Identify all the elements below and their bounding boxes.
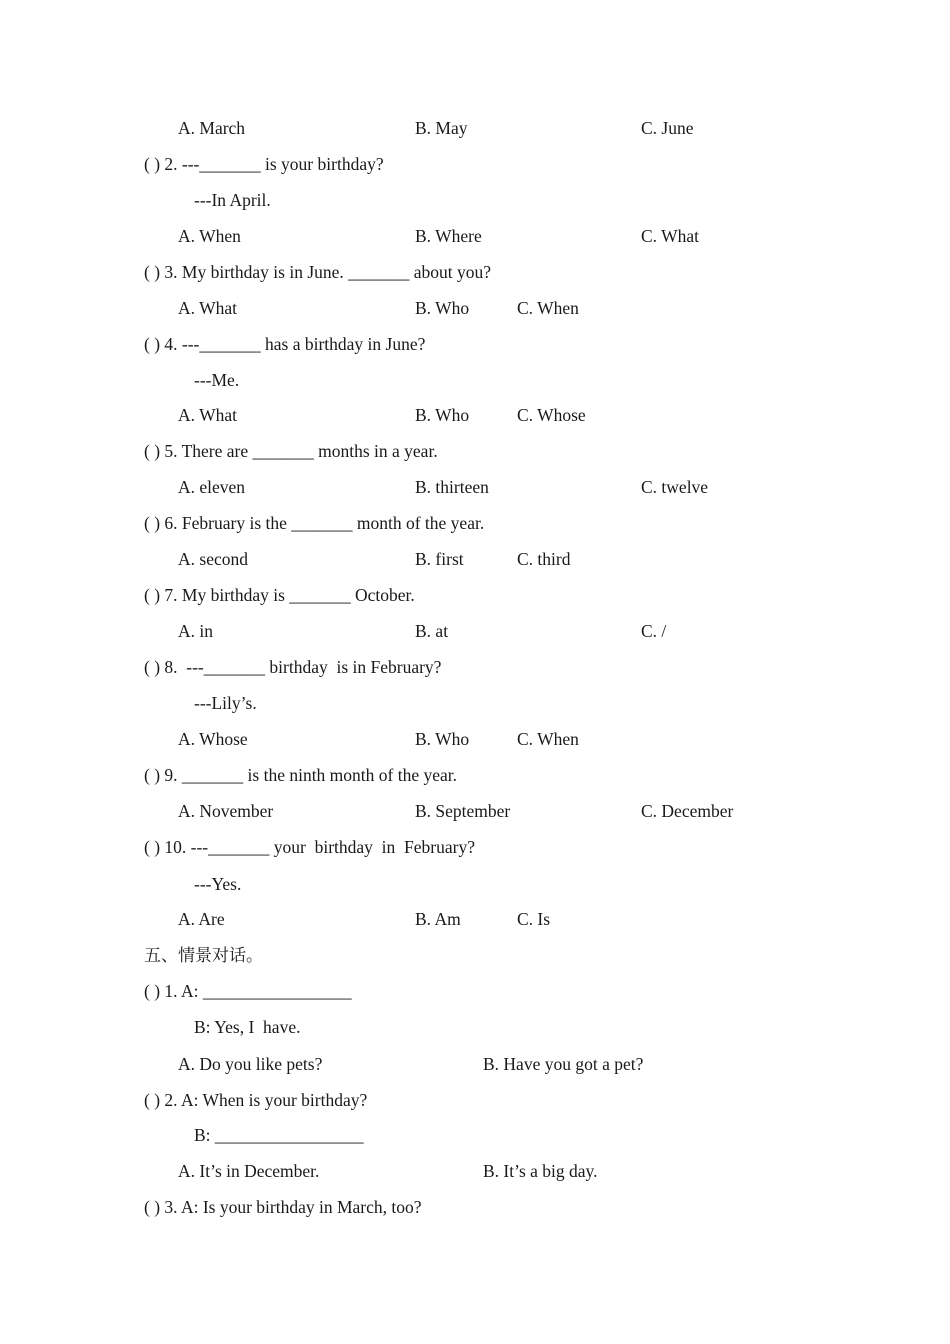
- dialogue-1: ( ) 1. A: _________________: [144, 981, 352, 1001]
- q7-option-a: A. in: [178, 621, 213, 641]
- dialogue-2-reply: B: _________________: [194, 1125, 364, 1145]
- q7-option-c: C. /: [641, 621, 667, 641]
- q8-option-a: A. Whose: [178, 729, 248, 749]
- q6-option-c: C. third: [517, 549, 571, 569]
- q2-option-b: B. Where: [415, 226, 482, 246]
- dialogue-1-option-b: B. Have you got a pet?: [483, 1054, 644, 1074]
- question-6: ( ) 6. February is the _______ month of the year.: [144, 513, 485, 533]
- q2-option-a: A. When: [178, 226, 241, 246]
- question-4-reply: ---Me.: [194, 370, 240, 390]
- q10-option-b: B. Am: [415, 909, 461, 929]
- q9-option-a: A. November: [178, 801, 274, 821]
- question-10-reply: ---Yes.: [194, 874, 242, 894]
- question-7: ( ) 7. My birthday is _______ October.: [144, 585, 415, 605]
- q1-option-a: A. March: [178, 118, 246, 138]
- q1-option-c: C. June: [641, 118, 694, 138]
- q4-option-b: B. Who: [415, 405, 470, 425]
- q5-option-c: C. twelve: [641, 477, 709, 497]
- q2-option-c: C. What: [641, 226, 700, 246]
- q4-option-a: A. What: [178, 405, 237, 425]
- q9-option-c: C. December: [641, 801, 734, 821]
- q8-option-b: B. Who: [415, 729, 470, 749]
- dialogue-2-option-a: A. It’s in December.: [178, 1161, 320, 1181]
- question-3: ( ) 3. My birthday is in June. _______ about you?: [144, 262, 492, 282]
- q3-option-a: A. What: [178, 298, 237, 318]
- q3-option-c: C. When: [517, 298, 579, 318]
- q1-option-b: B. May: [415, 118, 468, 138]
- dialogue-2: ( ) 2. A: When is your birthday?: [144, 1090, 368, 1110]
- question-4: ( ) 4. ---_______ has a birthday in June?: [144, 334, 426, 354]
- question-10: ( ) 10. ---_______ your birthday in February?: [144, 837, 475, 857]
- question-8-reply: ---Lily’s.: [194, 693, 257, 713]
- q10-option-c: C. Is: [517, 909, 551, 929]
- q3-option-b: B. Who: [415, 298, 470, 318]
- dialogue-1-reply: B: Yes, I have.: [194, 1017, 301, 1037]
- question-2-reply: ---In April.: [194, 190, 271, 210]
- q8-option-c: C. When: [517, 729, 579, 749]
- question-8: ( ) 8. ---_______ birthday is in February?: [144, 657, 442, 677]
- q6-option-a: A. second: [178, 549, 248, 569]
- q6-option-b: B. first: [415, 549, 464, 569]
- dialogue-3: ( ) 3. A: Is your birthday in March, too?: [144, 1197, 422, 1217]
- question-5: ( ) 5. There are _______ months in a year.: [144, 441, 438, 461]
- q10-option-a: A. Are: [178, 909, 225, 929]
- q5-option-a: A. eleven: [178, 477, 246, 497]
- q9-option-b: B. September: [415, 801, 511, 821]
- q7-option-b: B. at: [415, 621, 449, 641]
- dialogue-2-option-b: B. It’s a big day.: [483, 1161, 598, 1181]
- question-9: ( ) 9. _______ is the ninth month of the year.: [144, 765, 458, 785]
- q5-option-b: B. thirteen: [415, 477, 489, 497]
- section-5-heading: 五、情景对话。: [144, 946, 263, 966]
- q4-option-c: C. Whose: [517, 405, 586, 425]
- dialogue-1-option-a: A. Do you like pets?: [178, 1054, 323, 1074]
- question-2: ( ) 2. ---_______ is your birthday?: [144, 154, 384, 174]
